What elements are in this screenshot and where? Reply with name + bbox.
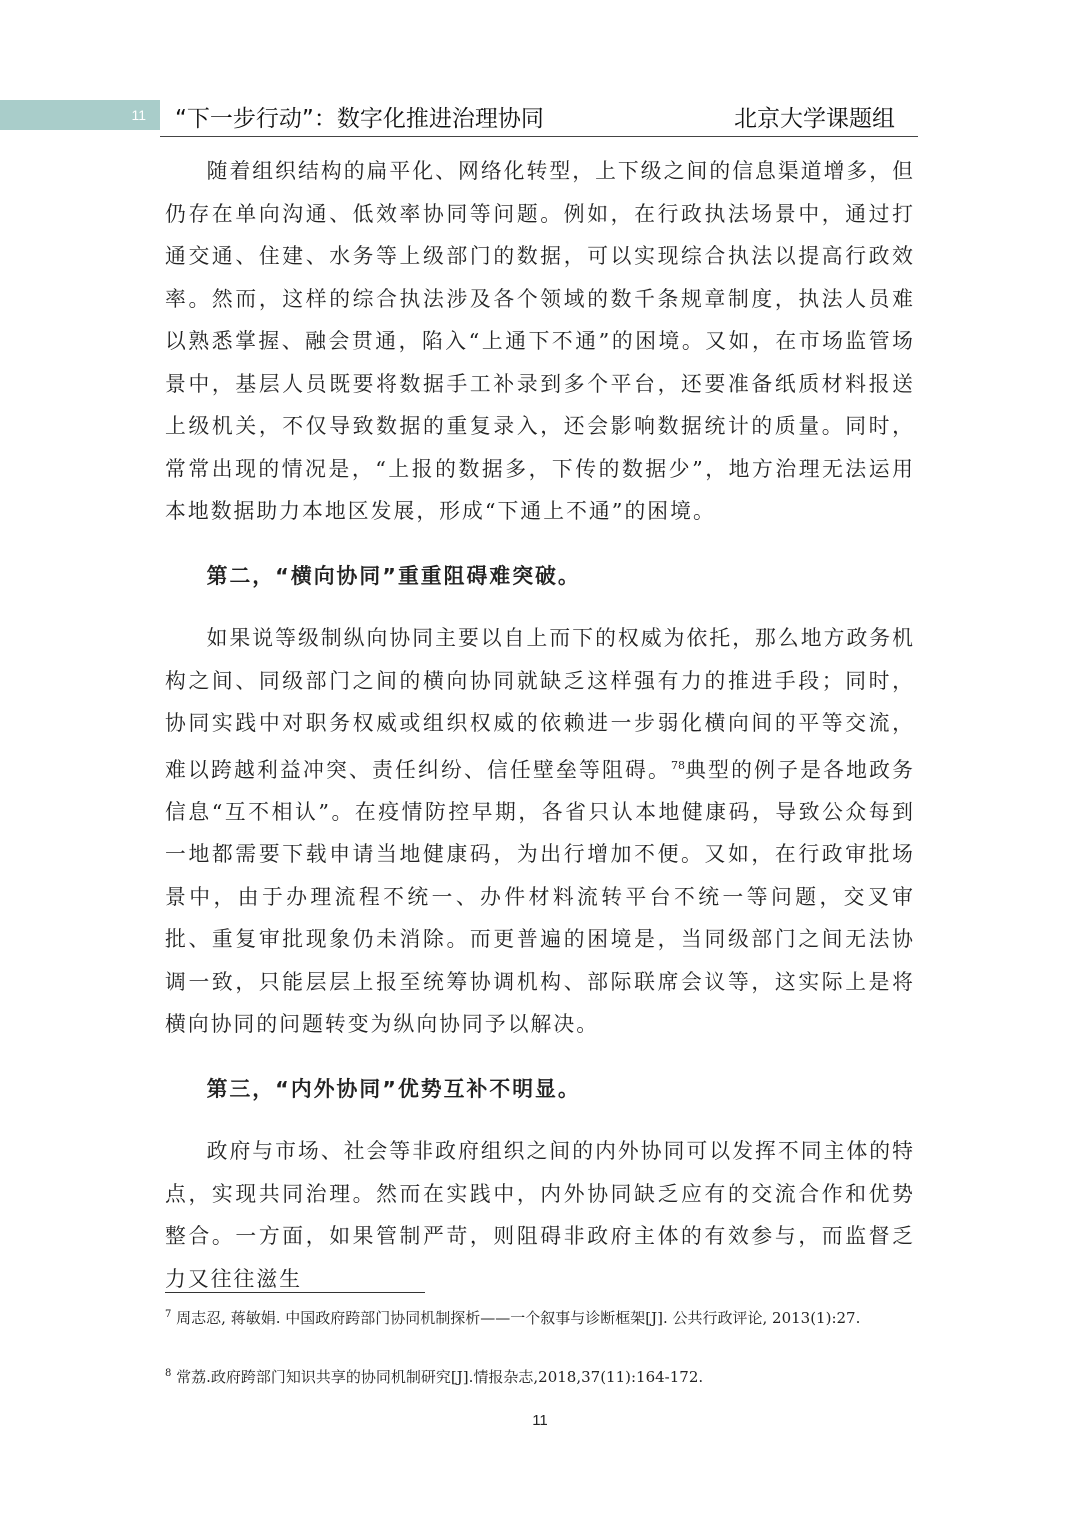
running-header-title: “下一步行动”：数字化推进治理协同: [175, 106, 544, 132]
paragraph-1: 随着组织结构的扁平化、网络化转型，上下级之间的信息渠道增多，但仍存在单向沟通、低效率协同等问题。例如，在行政执法场景中，通过打通交通、住建、水务等上级部门的数据，可以实现综合执法以提高行政效率。然而，这样的综合执法涉及各个领域的数千条规章制度，执法人员难以熟悉掌握、融会贯通，陷入“上通下不通”的困境。又如，在市场监管场景中，基层人员既要将数据手工补录到多个平台，还要准备纸质材料报送上级机关，不仅导致数据的重复录入，还会影响数据统计的质量。同时，常常出现的情况是，“上报的数据多，下传的数据少”，地方治理无法运用本地数据助力本地区发展，形成“下通上不通”的困境。: [165, 159, 915, 523]
footnote-reference: 78: [671, 758, 685, 772]
footnote-8-text: 常荔.政府跨部门知识共享的协同机制研究[J].情报杂志,2018,37(11):164-172.: [176, 1368, 704, 1386]
paragraph-2-part-2: 典型的例子是各地政务信息“互不相认”。在疫情防控早期，各省只认本地健康码，导致公众每到一地都需要下载申请当地健康码，为出行增加不便。又如，在行政审批场景中，由于办理流程不统一、办件材料流转平台不统一等问题，交叉审批、重复审批现象仍未消除。而更普遍的困境是，当同级部门之间无法协调一致，只能层层上报至统筹协调机构、部际联席会议等，这实际上是将横向协同的问题转变为纵向协同予以解决。: [165, 757, 915, 1037]
chapter-tab: [0, 100, 160, 130]
footnote-7-mark: 7: [165, 1309, 172, 1320]
footnote-7: [165, 1303, 915, 1330]
paragraph-3: 政府与市场、社会等非政府组织之间的内外协同可以发挥不同主体的特点，实现共同治理。然而在实践中，内外协同缺乏应有的交流合作和优势整合。一方面，如果管制严苛，则阻碍非政府主体的有效参与，而监督乏力又往往滋生: [165, 1139, 915, 1291]
tab-page-number: 11: [131, 107, 146, 123]
main-content: [165, 150, 915, 1300]
header-divider: [160, 136, 918, 137]
page-number: 11: [532, 1412, 548, 1429]
footnote-8-mark: 8: [165, 1368, 172, 1379]
footnote-8: [165, 1362, 915, 1389]
paragraph-2: [165, 617, 915, 1046]
paragraph-2-part-1: 如果说等级制纵向协同主要以自上而下的权威为依托，那么地方政务机构之间、同级部门之间的横向协同就缺乏这样强有力的推进手段；同时，协同实践中对职务权威或组织权威的依赖进一步弱化横向间的平等交流，难以跨越利益冲突、责任纠纷、信任壁垒等阻碍。: [165, 626, 915, 782]
section-heading-3: 第三，“内外协同”优势互补不明显。: [206, 1076, 581, 1101]
section-heading-2: 第二，“横向协同”重重阻碍难突破。: [206, 563, 581, 588]
footnote-divider: [165, 1292, 425, 1293]
footnote-7-text: 周志忍, 蒋敏娟. 中国政府跨部门协同机制探析——一个叙事与诊断框架[J]. 公共行政评论, 2013(1):27.: [176, 1309, 861, 1327]
running-header-organization: 北京大学课题组: [734, 106, 895, 132]
